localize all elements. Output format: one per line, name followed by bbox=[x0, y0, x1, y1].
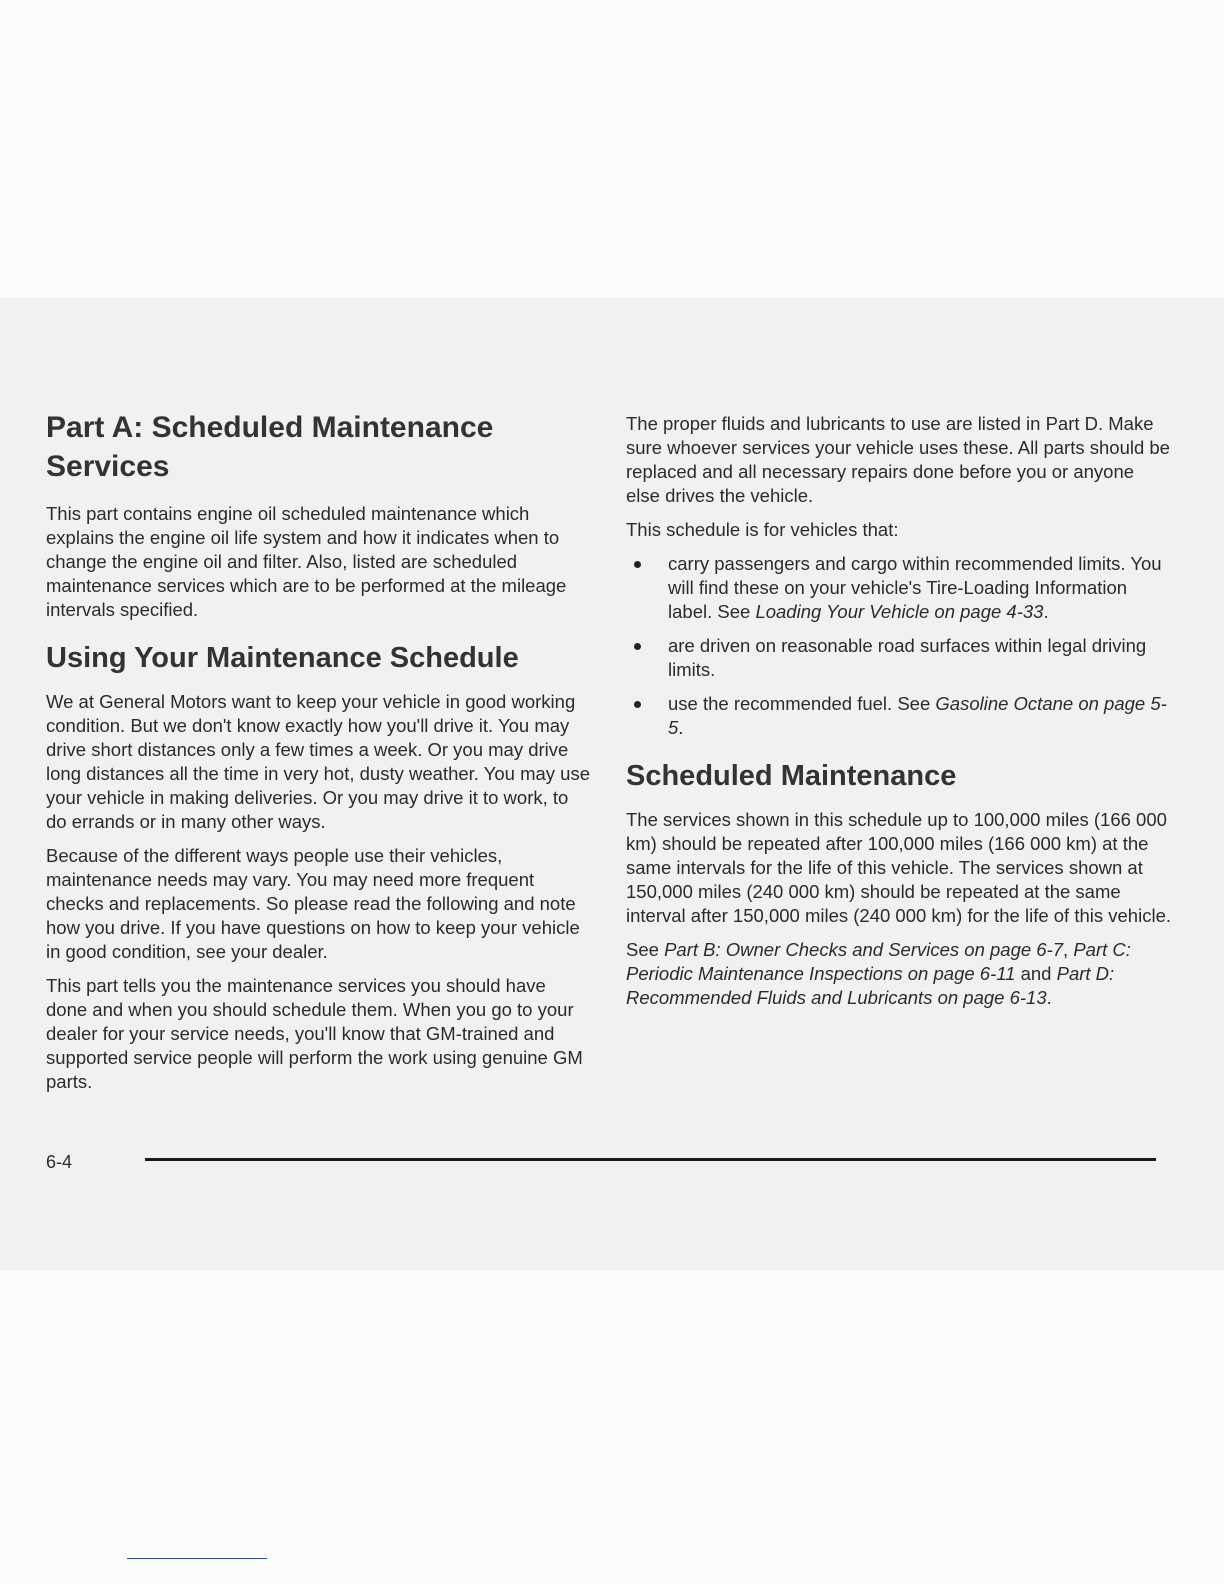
list-item-text: use the recommended fuel. See bbox=[668, 693, 936, 714]
bullet-icon bbox=[634, 561, 641, 568]
schedule-intro: This schedule is for vehicles that: bbox=[626, 519, 899, 540]
see-end: . bbox=[1046, 987, 1052, 1008]
right-column bbox=[626, 400, 1171, 1020]
part-a-heading: Part A: Scheduled Maintenance Services bbox=[46, 411, 494, 483]
cross-reference-link[interactable]: Loading Your Vehicle on page 4-33 bbox=[755, 601, 1044, 622]
using-schedule-paragraph-1: We at General Motors want to keep your vehicle in good working condition. But we don't know exactly how you'll drive it. You may drive short distances only a few times a week. Or you may drive long distances all the time in very hot, dusty weather. You may use your vehicle in making deliveries. Or you may drive it to work, to do errands or in many other ways. bbox=[46, 691, 591, 832]
list-item bbox=[626, 692, 1171, 740]
list-item bbox=[626, 552, 1171, 624]
using-schedule-paragraph-3: This part tells you the maintenance services you should have done and when you should schedule them. When you go to your dealer for your service needs, you'll know that GM-trained and supported service people will perform the work using genuine GM parts. bbox=[46, 975, 583, 1092]
page-number: 6-4 bbox=[46, 1152, 73, 1172]
separator-text: , bbox=[1063, 939, 1074, 960]
using-schedule-heading: Using Your Maintenance Schedule bbox=[46, 642, 519, 674]
list-item bbox=[626, 634, 1171, 682]
list-item-text: carry passengers and cargo within recommended limits. You will find these on your vehicle's Tire-Loading Information label. See bbox=[668, 553, 1162, 622]
cross-reference-link[interactable]: Part D: Recommended Fluids and Lubricants on page 6-13 bbox=[626, 963, 1115, 1008]
left-column bbox=[46, 400, 591, 1104]
separator-text: and bbox=[1015, 963, 1057, 984]
footer-rule bbox=[145, 1158, 1156, 1161]
bullet-icon bbox=[634, 643, 641, 650]
see-prefix: See bbox=[626, 939, 665, 960]
part-a-paragraph: This part contains engine oil scheduled maintenance which explains the engine oil life system and how it indicates when to change the engine oil and filter. Also, listed are scheduled maintenance services which are to be performed at the mileage intervals specified. bbox=[46, 503, 567, 620]
list-item-text: are driven on reasonable road surfaces within legal driving limits. bbox=[668, 635, 1147, 680]
list-item-end: . bbox=[1043, 601, 1049, 622]
list-item-end: . bbox=[678, 717, 684, 738]
using-schedule-paragraph-2: Because of the different ways people use their vehicles, maintenance needs may vary. You may need more frequent checks and replacements. So please read the following and note how you drive. If you have questions on how to keep your vehicle in good condition, see your dealer. bbox=[46, 845, 580, 962]
vehicle-conditions-list bbox=[626, 552, 1171, 740]
scheduled-maintenance-paragraph: The services shown in this schedule up to 100,000 miles (166 000 km) should be repeated after 100,000 miles (166 000 km) at the same intervals for the life of this vehicle. The services shown at 150,000 miles (240 000 km) should be repeated at the same interval after 150,000 miles (240 000 km) for the life of this vehicle. bbox=[626, 809, 1171, 926]
cross-reference-link[interactable]: Gasoline Octane on page 5-5 bbox=[668, 693, 1167, 738]
fluids-paragraph: The proper fluids and lubricants to use are listed in Part D. Make sure whoever services your vehicle uses these. All parts should be replaced and all necessary repairs done before you or anyone else drives the vehicle. bbox=[626, 413, 1170, 506]
cross-reference-link[interactable]: Part C: Periodic Maintenance Inspections on page 6-11 bbox=[626, 939, 1131, 984]
bullet-icon bbox=[634, 701, 641, 708]
scheduled-maintenance-heading: Scheduled Maintenance bbox=[626, 760, 957, 792]
see-also-paragraph bbox=[626, 938, 1171, 1010]
bottom-link-underline bbox=[127, 1558, 267, 1559]
cross-reference-link[interactable]: Part B: Owner Checks and Services on page 6-7 bbox=[664, 939, 1064, 960]
